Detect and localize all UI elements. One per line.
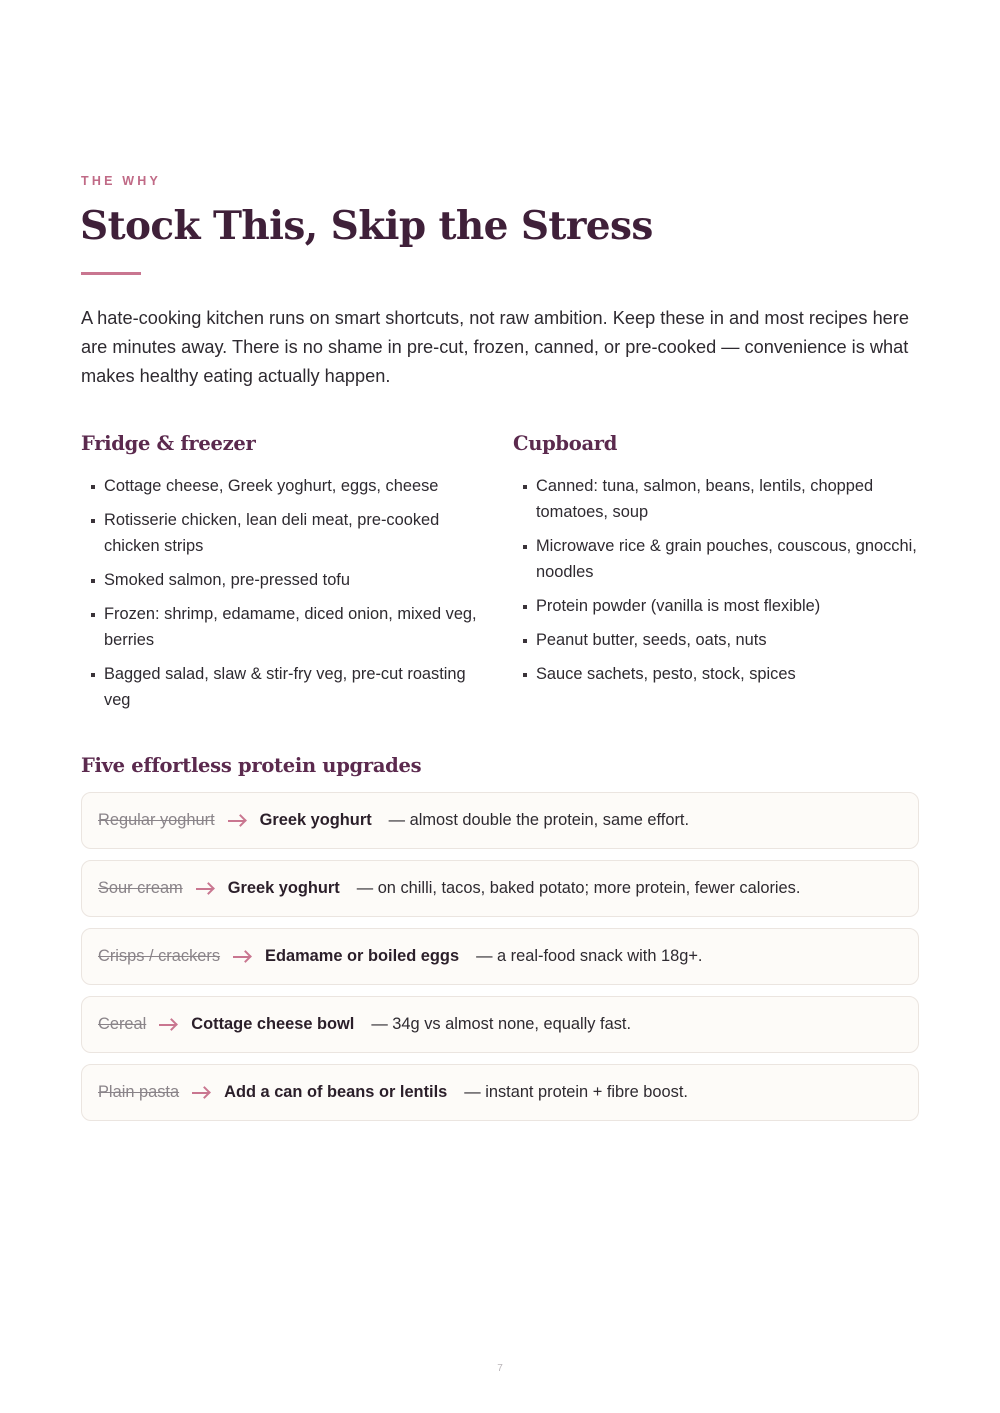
fridge-freezer-heading: Fridge & freezer	[81, 432, 256, 455]
bullet-icon	[91, 485, 95, 489]
title-underline	[81, 272, 141, 275]
list-item: Rotisserie chicken, lean deli meat, pre-cooked chicken strips	[81, 507, 486, 559]
fridge-freezer-list	[81, 473, 486, 721]
old-item: Plain pasta	[98, 1083, 180, 1101]
new-item: Add a can of beans or lentils	[224, 1083, 448, 1101]
old-item: Sour cream	[98, 879, 183, 897]
list-item: Protein powder (vanilla is most flexible)	[513, 593, 923, 619]
list-item: Frozen: shrimp, edamame, diced onion, mixed veg, berries	[81, 601, 486, 653]
list-item: Sauce sachets, pesto, stock, spices	[513, 661, 923, 687]
cupboard-list	[513, 473, 923, 695]
upgrade-note: — almost double the protein, same effort.	[388, 811, 690, 829]
upgrade-card	[81, 792, 919, 849]
list-item: Cottage cheese, Greek yoghurt, eggs, cheese	[81, 473, 486, 499]
list-item: Peanut butter, seeds, oats, nuts	[513, 627, 923, 653]
page-number: 7	[497, 1363, 503, 1374]
upgrades-heading: Five effortless protein upgrades	[81, 754, 422, 777]
bullet-icon	[523, 485, 527, 489]
bullet-icon	[91, 673, 95, 677]
new-item: Greek yoghurt	[259, 811, 372, 829]
bullet-icon	[523, 639, 527, 643]
new-item: Greek yoghurt	[227, 879, 340, 897]
bullet-icon	[91, 579, 95, 583]
old-item: Crisps / crackers	[98, 947, 221, 965]
upgrade-note: — instant protein + fibre boost.	[464, 1083, 688, 1101]
old-item: Regular yoghurt	[98, 811, 215, 829]
list-item: Canned: tuna, salmon, beans, lentils, chopped tomatoes, soup	[513, 473, 923, 525]
upgrade-card	[81, 996, 919, 1053]
arrow-right-icon	[192, 1087, 210, 1099]
bullet-icon	[523, 605, 527, 609]
bullet-icon	[91, 613, 95, 617]
new-item: Cottage cheese bowl	[191, 1015, 355, 1033]
upgrade-card	[81, 1064, 919, 1121]
cupboard-heading: Cupboard	[513, 432, 618, 455]
arrow-right-icon	[159, 1019, 177, 1031]
list-item: Microwave rice & grain pouches, couscous, gnocchi, noodles	[513, 533, 923, 585]
upgrade-card	[81, 928, 919, 985]
arrow-right-icon	[228, 815, 246, 827]
upgrades-list	[81, 792, 919, 1132]
arrow-right-icon	[196, 883, 214, 895]
upgrade-note: — 34g vs almost none, equally fast.	[371, 1015, 632, 1033]
upgrade-note: — on chilli, tacos, baked potato; more protein, fewer calories.	[356, 879, 801, 897]
intro-paragraph: A hate-cooking kitchen runs on smart shortcuts, not raw ambition. Keep these in and most recipes here are minutes away. There is no shame in pre-cut, frozen, canned, or pre-cooked — convenience is what makes healthy eating actually happen.	[81, 308, 909, 386]
arrow-right-icon	[233, 951, 251, 963]
bullet-icon	[91, 519, 95, 523]
upgrade-card	[81, 860, 919, 917]
page-title: Stock This, Skip the Stress	[80, 203, 653, 249]
old-item: Cereal	[98, 1015, 147, 1033]
new-item: Edamame or boiled eggs	[265, 947, 460, 965]
section-eyebrow: THE WHY	[81, 174, 162, 188]
bullet-icon	[523, 673, 527, 677]
bullet-icon	[523, 545, 527, 549]
list-item: Bagged salad, slaw & stir-fry veg, pre-cut roasting veg	[81, 661, 486, 713]
upgrade-note: — a real-food snack with 18g+.	[476, 947, 703, 965]
list-item: Smoked salmon, pre-pressed tofu	[81, 567, 486, 593]
